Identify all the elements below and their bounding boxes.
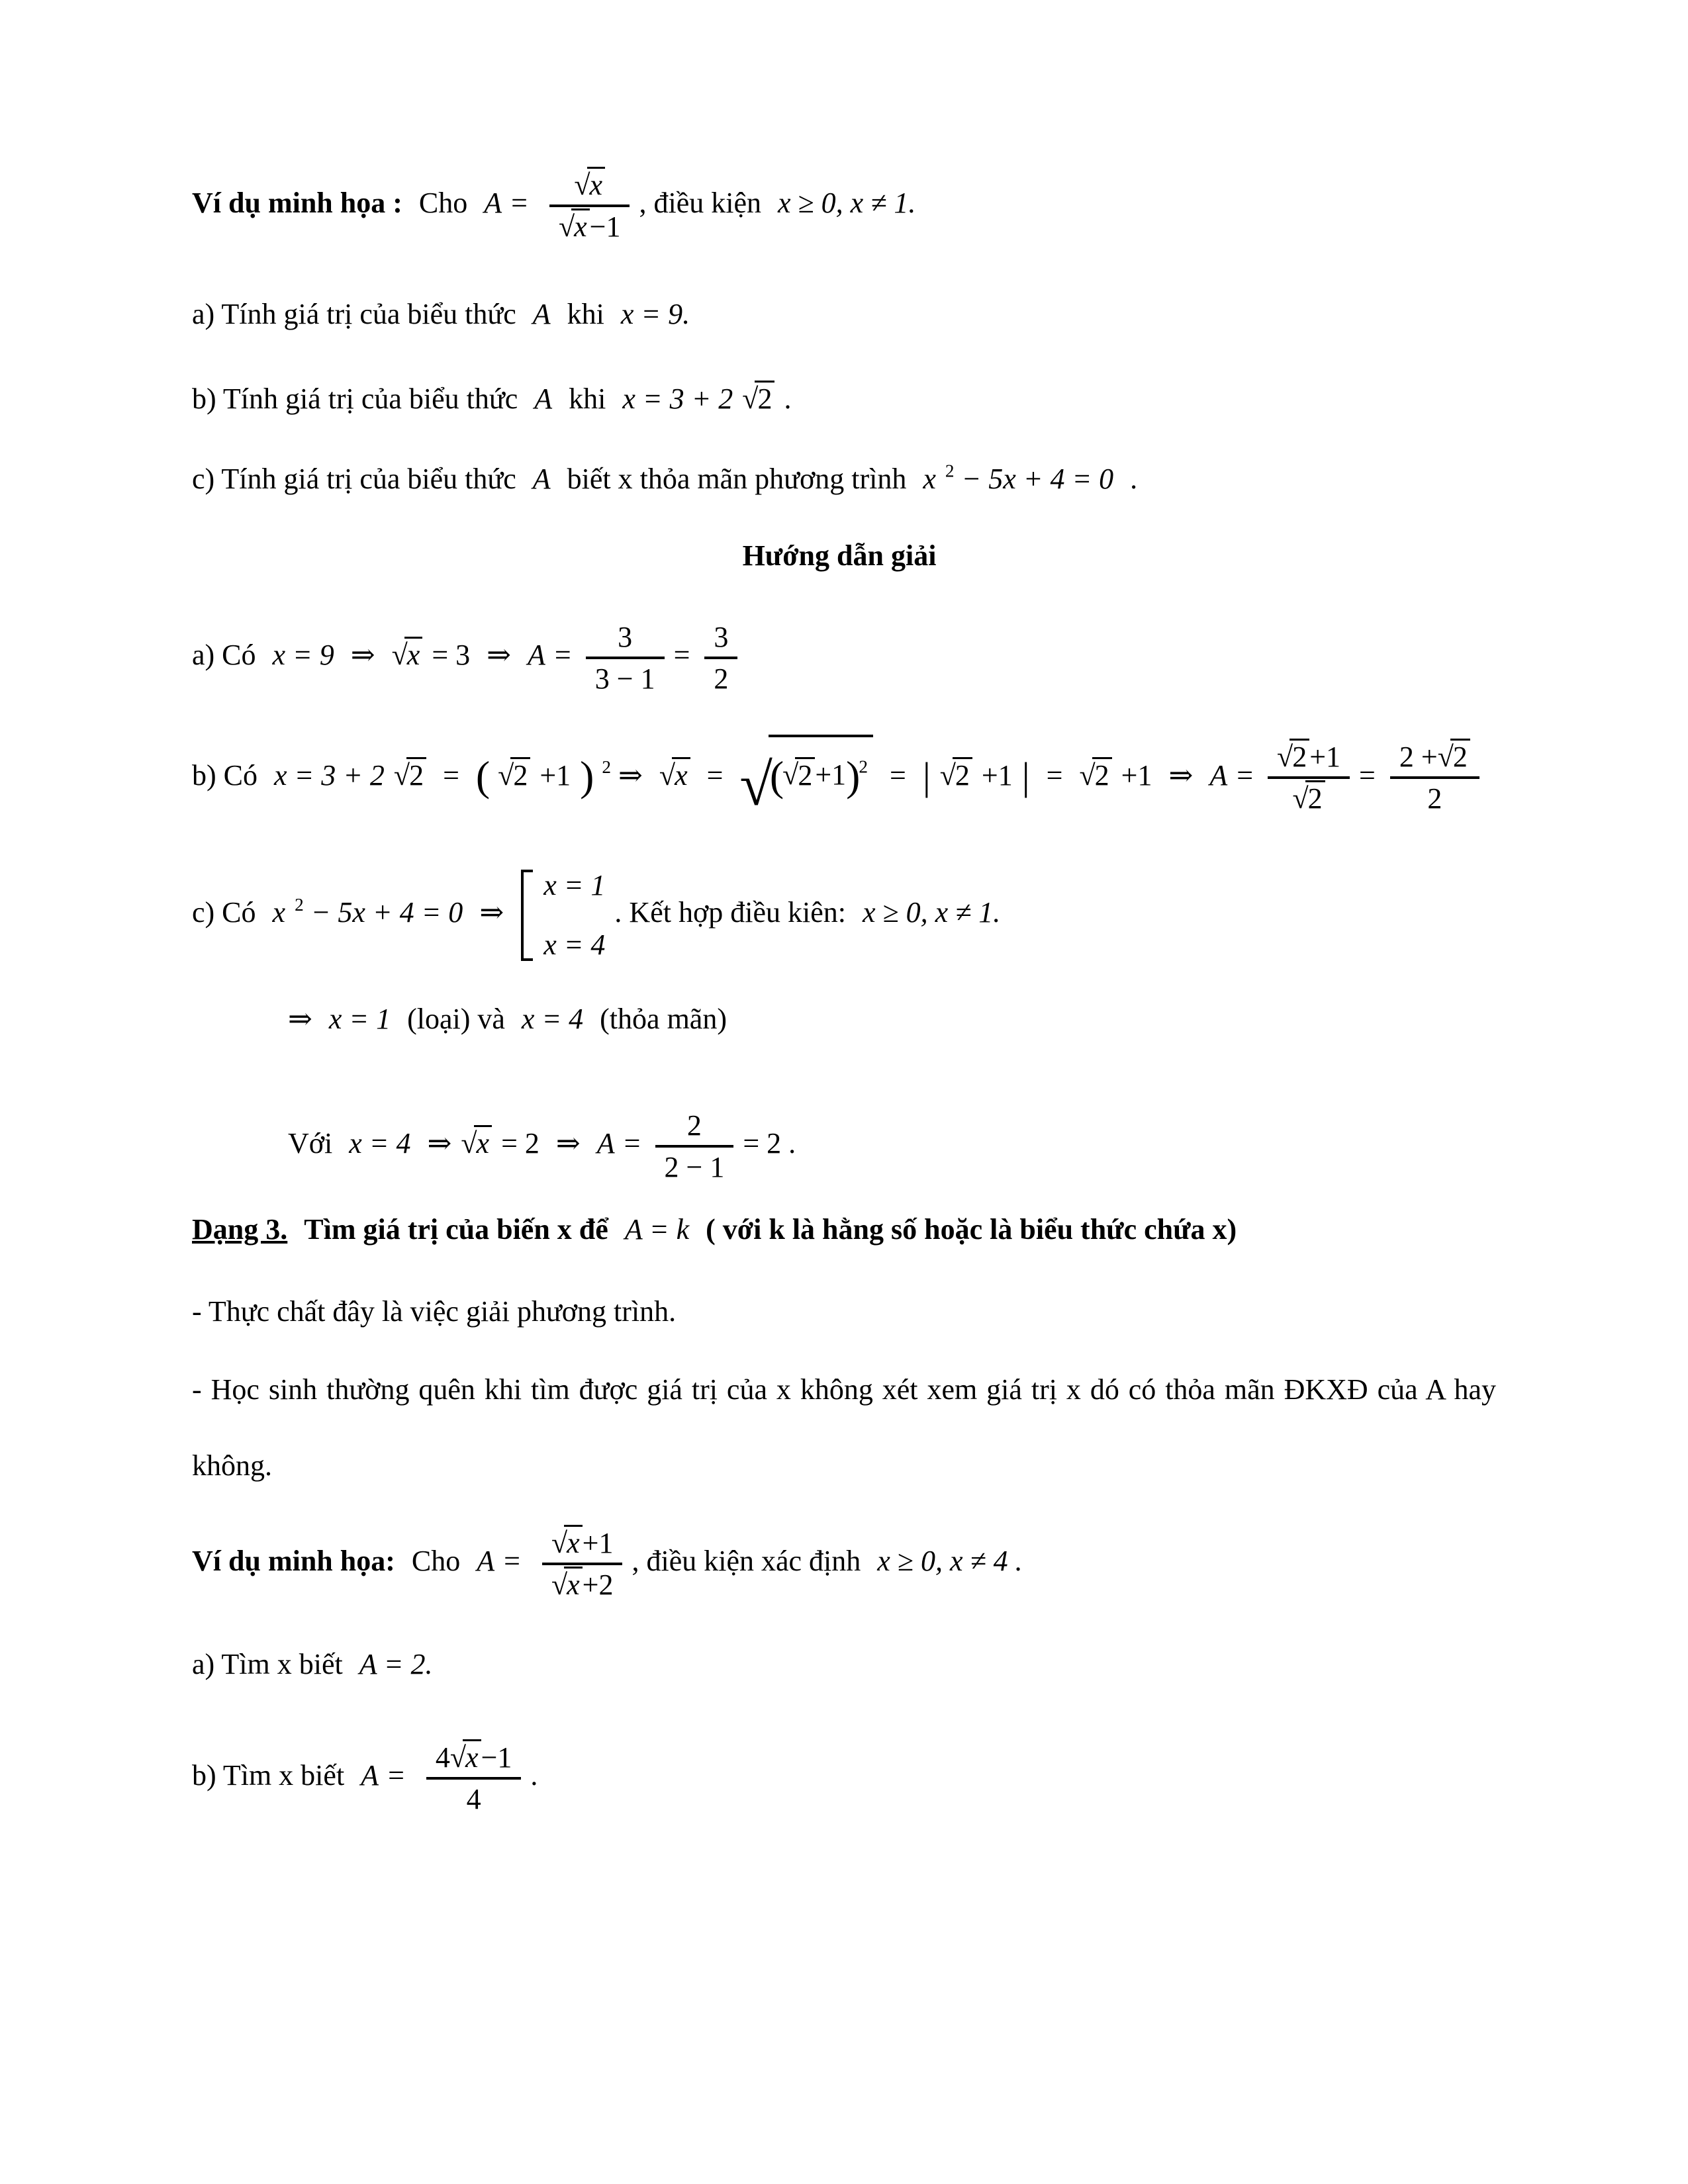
- find-b-line: [192, 1738, 1496, 1819]
- sqrt-symbol: √: [391, 639, 404, 672]
- period: .: [784, 383, 792, 415]
- fraction-numerator: [426, 1738, 522, 1777]
- solution-c-line: [192, 870, 1496, 962]
- sqrt-radical: [742, 383, 774, 415]
- radicand: 2: [755, 381, 774, 415]
- big-radicand: [769, 735, 873, 808]
- equals-sign: =: [511, 187, 528, 220]
- equals-sign: =: [554, 639, 571, 672]
- radicand: 2: [1092, 757, 1112, 792]
- sqrt-symbol: √: [551, 1569, 565, 1602]
- math-tail: − 5x + 4 = 0: [310, 896, 463, 929]
- math-run: = 2: [501, 1127, 539, 1160]
- var-A: A: [528, 639, 545, 672]
- radicand: 2: [1289, 739, 1309, 773]
- note-2-text: - Học sinh thường quên khi tìm được giá trị của x không xét xem giá trị x dó có thỏa mãn ĐKXĐ của A hay không.: [192, 1373, 1496, 1482]
- sqrt-radical: [450, 1739, 481, 1774]
- fraction: [655, 1106, 734, 1187]
- dang3-label: Dạng 3.: [192, 1213, 288, 1246]
- var-A: A: [1209, 758, 1228, 792]
- sqrt-radical: [574, 167, 605, 201]
- fraction-denominator: [542, 1563, 623, 1604]
- exponent: 2: [295, 894, 304, 915]
- sqrt-symbol: √: [449, 1741, 463, 1774]
- sqrt-symbol: √: [551, 1527, 565, 1560]
- note-line-2: [192, 1352, 1496, 1504]
- radicand: x: [571, 208, 590, 243]
- equals-sign: =: [673, 639, 690, 672]
- fraction-denominator: [549, 205, 630, 246]
- sqrt-symbol: √: [498, 758, 511, 792]
- sqrt-symbol: √: [1437, 741, 1450, 774]
- equals-sign: =: [1237, 758, 1254, 792]
- case-1: x = 1: [543, 868, 606, 901]
- math-run: x = 4: [521, 1003, 584, 1036]
- solution-c-prefix: c) Có: [192, 896, 256, 929]
- implies-arrow: ⇒: [288, 1003, 312, 1036]
- implies-arrow: ⇒: [427, 1127, 452, 1160]
- var-A: A: [596, 1127, 615, 1160]
- equals-sign: =: [890, 758, 906, 792]
- implies-arrow: ⇒: [1168, 758, 1194, 792]
- exponent: 2: [602, 756, 612, 777]
- fraction-denominator: 3 − 1: [586, 657, 665, 698]
- math-run: x = 4: [349, 1127, 411, 1160]
- find-b-text: b) Tìm x biết: [192, 1759, 345, 1792]
- dang3-text-1: Tìm giá trị của biến x để: [304, 1213, 608, 1246]
- numerator-tail: +1: [1309, 741, 1341, 774]
- condition: x ≥ 0, x ≠ 1.: [862, 896, 1001, 929]
- equals-sign: =: [443, 758, 459, 792]
- radicand: x: [672, 757, 690, 792]
- sqrt-radical: [1438, 739, 1470, 773]
- example2-label: Ví dụ minh họa:: [192, 1545, 395, 1578]
- fraction-denominator: [1268, 776, 1350, 818]
- left-bracket: [521, 870, 533, 962]
- sqrt-radical: [782, 757, 815, 792]
- radicand: 2: [953, 757, 972, 792]
- question-a-text: a) Tính giá trị của biểu thức: [192, 298, 516, 330]
- text-loai-va: (loại) và: [407, 1003, 505, 1036]
- numerator-tail: −1: [481, 1741, 512, 1774]
- var-A: A: [534, 383, 553, 415]
- implies-arrow: ⇒: [487, 639, 512, 672]
- sqrt-symbol: √: [939, 758, 953, 792]
- condition: x ≥ 0, x ≠ 4 .: [877, 1545, 1023, 1578]
- numerator-pre: 2 +: [1399, 741, 1438, 774]
- math-run: x = 9.: [620, 298, 690, 330]
- math-run: +1: [815, 758, 847, 792]
- fraction: [1390, 737, 1479, 818]
- text-voi: Với: [288, 1127, 333, 1160]
- numerator-pre: 4: [435, 1741, 450, 1774]
- text-thoa-man: (thỏa mãn): [600, 1003, 727, 1036]
- fraction: [549, 165, 630, 246]
- implies-arrow: ⇒: [618, 758, 643, 792]
- math-run: x = 3 + 2: [622, 383, 733, 415]
- fraction: [542, 1524, 623, 1604]
- radicand: 2: [406, 757, 426, 792]
- sqrt-radical: [551, 1567, 583, 1601]
- sqrt-symbol: √: [558, 210, 572, 243]
- equals-sign: =: [706, 758, 724, 792]
- var-A: A: [477, 1545, 495, 1578]
- fraction-numerator: [1268, 737, 1350, 776]
- equals-sign: =: [624, 1127, 641, 1160]
- sqrt-radical: [392, 639, 423, 671]
- question-b-line: [192, 377, 1496, 421]
- implies-arrow: ⇒: [555, 1127, 581, 1160]
- period: .: [1130, 463, 1138, 495]
- fraction: [704, 617, 737, 698]
- sqrt-radical: [659, 759, 690, 792]
- question-a-line: [192, 293, 1496, 336]
- condition: x ≥ 0, x ≠ 1.: [778, 187, 916, 220]
- text-dieu-kien: , điều kiện xác định: [632, 1545, 861, 1578]
- equals-sign: =: [504, 1545, 520, 1578]
- math-base: x: [272, 896, 286, 929]
- fraction-numerator: 3: [714, 621, 729, 653]
- math-base: x: [923, 463, 936, 495]
- sqrt-radical: [1277, 739, 1309, 773]
- radicand: x: [587, 167, 606, 201]
- var-A: A: [361, 1759, 379, 1792]
- text-dieu-kien: , điều kiện: [639, 187, 761, 220]
- find-a-text: a) Tìm x biết: [192, 1648, 343, 1681]
- fraction-numerator: [1390, 737, 1479, 776]
- equals-sign: =: [1046, 758, 1063, 792]
- note-1-text: - Thực chất đây là việc giải phương trình.: [192, 1295, 677, 1328]
- solution-b-line: [192, 735, 1496, 830]
- sqrt-radical: [1292, 780, 1325, 815]
- sqrt-symbol: √: [782, 758, 796, 792]
- math-run: +1: [1121, 758, 1152, 792]
- sqrt-symbol: √: [739, 751, 769, 818]
- sqrt-symbol: √: [659, 758, 673, 792]
- fraction-denominator: 4: [426, 1777, 522, 1819]
- dang3-text-2: ( với k là hằng số hoặc là biểu thức chứa x): [706, 1213, 1237, 1246]
- solution-c-result-line: [288, 997, 1496, 1041]
- sqrt-symbol: √: [1277, 741, 1290, 774]
- solution-heading-text: Hướng dẫn giải: [742, 539, 937, 572]
- solution-b-prefix: b) Có: [192, 758, 258, 792]
- fraction: [426, 1738, 522, 1819]
- math-run: A = k: [624, 1213, 690, 1246]
- equals-sign: =: [388, 1759, 404, 1792]
- math-run: +1: [539, 758, 571, 792]
- big-sqrt-radical: [739, 751, 873, 818]
- cases-group: [521, 870, 605, 962]
- radicand: 2: [510, 757, 530, 792]
- text-khi: khi: [567, 298, 604, 330]
- sqrt-symbol: √: [574, 169, 587, 201]
- math-run: +1: [981, 758, 1013, 792]
- solution-heading: [192, 534, 1496, 578]
- var-A: A: [532, 298, 551, 330]
- text-ket-hop: . Kết hợp điều kiên:: [614, 896, 846, 929]
- radicand: x: [564, 1567, 583, 1601]
- fraction: [1268, 737, 1350, 818]
- radicand: 2: [1450, 739, 1470, 773]
- fraction-denominator: 2 − 1: [655, 1145, 734, 1187]
- solution-a-prefix: a) Có: [192, 639, 256, 672]
- radicand: 2: [1305, 780, 1325, 815]
- example2-intro-line: [192, 1524, 1496, 1604]
- sqrt-symbol: √: [742, 383, 755, 415]
- radicand: x: [463, 1739, 481, 1774]
- sqrt-symbol: √: [1292, 782, 1305, 815]
- right-paren: ): [846, 752, 859, 800]
- text-khi: khi: [569, 383, 606, 415]
- radicand: x: [564, 1525, 583, 1559]
- denominator-tail: −1: [589, 210, 621, 243]
- math-run: x = 9: [272, 639, 334, 672]
- right-paren: ): [580, 752, 593, 800]
- exponent: 2: [945, 461, 955, 481]
- sqrt-symbol: √: [393, 758, 407, 792]
- numerator-tail: +1: [582, 1527, 614, 1560]
- var-A: A: [484, 187, 502, 220]
- solution-a-line: [192, 617, 1496, 698]
- question-b-text: b) Tính giá trị của biểu thức: [192, 383, 518, 415]
- example1-label: Ví dụ minh họa :: [192, 187, 402, 220]
- fraction-numerator: 2: [686, 1109, 702, 1142]
- radicand: 2: [795, 757, 815, 792]
- sqrt-radical: [1079, 759, 1111, 792]
- implies-arrow: ⇒: [350, 639, 375, 672]
- fraction-numerator: 3: [618, 621, 633, 653]
- math-result: = 2 .: [743, 1127, 796, 1160]
- fraction-numerator: [549, 165, 630, 205]
- math-run: A = 2.: [359, 1648, 433, 1681]
- fraction-denominator: 2: [704, 657, 737, 698]
- solution-c-final-line: [288, 1106, 1496, 1187]
- question-c-line: [192, 457, 1496, 501]
- sqrt-symbol: √: [1079, 758, 1092, 792]
- find-a-line: [192, 1643, 1496, 1686]
- question-c-mid: biết x thỏa mãn phương trình: [567, 463, 907, 495]
- math-run: = 3: [432, 639, 471, 672]
- example1-intro-line: [192, 165, 1496, 246]
- math-tail: − 5x + 4 = 0: [961, 463, 1114, 495]
- sqrt-radical: [551, 1525, 583, 1559]
- dang3-heading-line: [192, 1208, 1496, 1251]
- radicand: x: [404, 637, 423, 671]
- math-run: x = 3 + 2: [274, 758, 385, 792]
- text-cho: Cho: [418, 187, 468, 220]
- exponent: 2: [859, 756, 868, 777]
- left-paren: (: [769, 752, 783, 800]
- sqrt-radical: [461, 1127, 492, 1160]
- math-run: x = 1: [328, 1003, 391, 1036]
- sqrt-symbol: √: [461, 1127, 474, 1160]
- abs-bar: |: [1021, 754, 1030, 798]
- sqrt-radical: [559, 208, 590, 243]
- sqrt-radical: [940, 759, 972, 792]
- fraction-denominator: 2: [1390, 776, 1479, 818]
- sqrt-radical: [394, 759, 426, 792]
- sqrt-radical: [498, 759, 530, 792]
- cases-rows: [543, 870, 605, 962]
- denominator-tail: +2: [582, 1569, 614, 1602]
- abs-bar: |: [922, 754, 931, 798]
- fraction-numerator: [542, 1524, 623, 1563]
- equals-sign: =: [1359, 758, 1376, 792]
- implies-arrow: ⇒: [479, 896, 504, 929]
- question-c-text: c) Tính giá trị của biểu thức: [192, 463, 516, 495]
- text-cho: Cho: [411, 1545, 461, 1578]
- left-paren: (: [475, 752, 489, 800]
- note-line-1: [192, 1290, 1496, 1334]
- fraction: [586, 617, 665, 698]
- case-2: x = 4: [543, 928, 606, 961]
- var-A: A: [532, 463, 551, 495]
- period: .: [530, 1759, 538, 1792]
- radicand: x: [474, 1125, 492, 1160]
